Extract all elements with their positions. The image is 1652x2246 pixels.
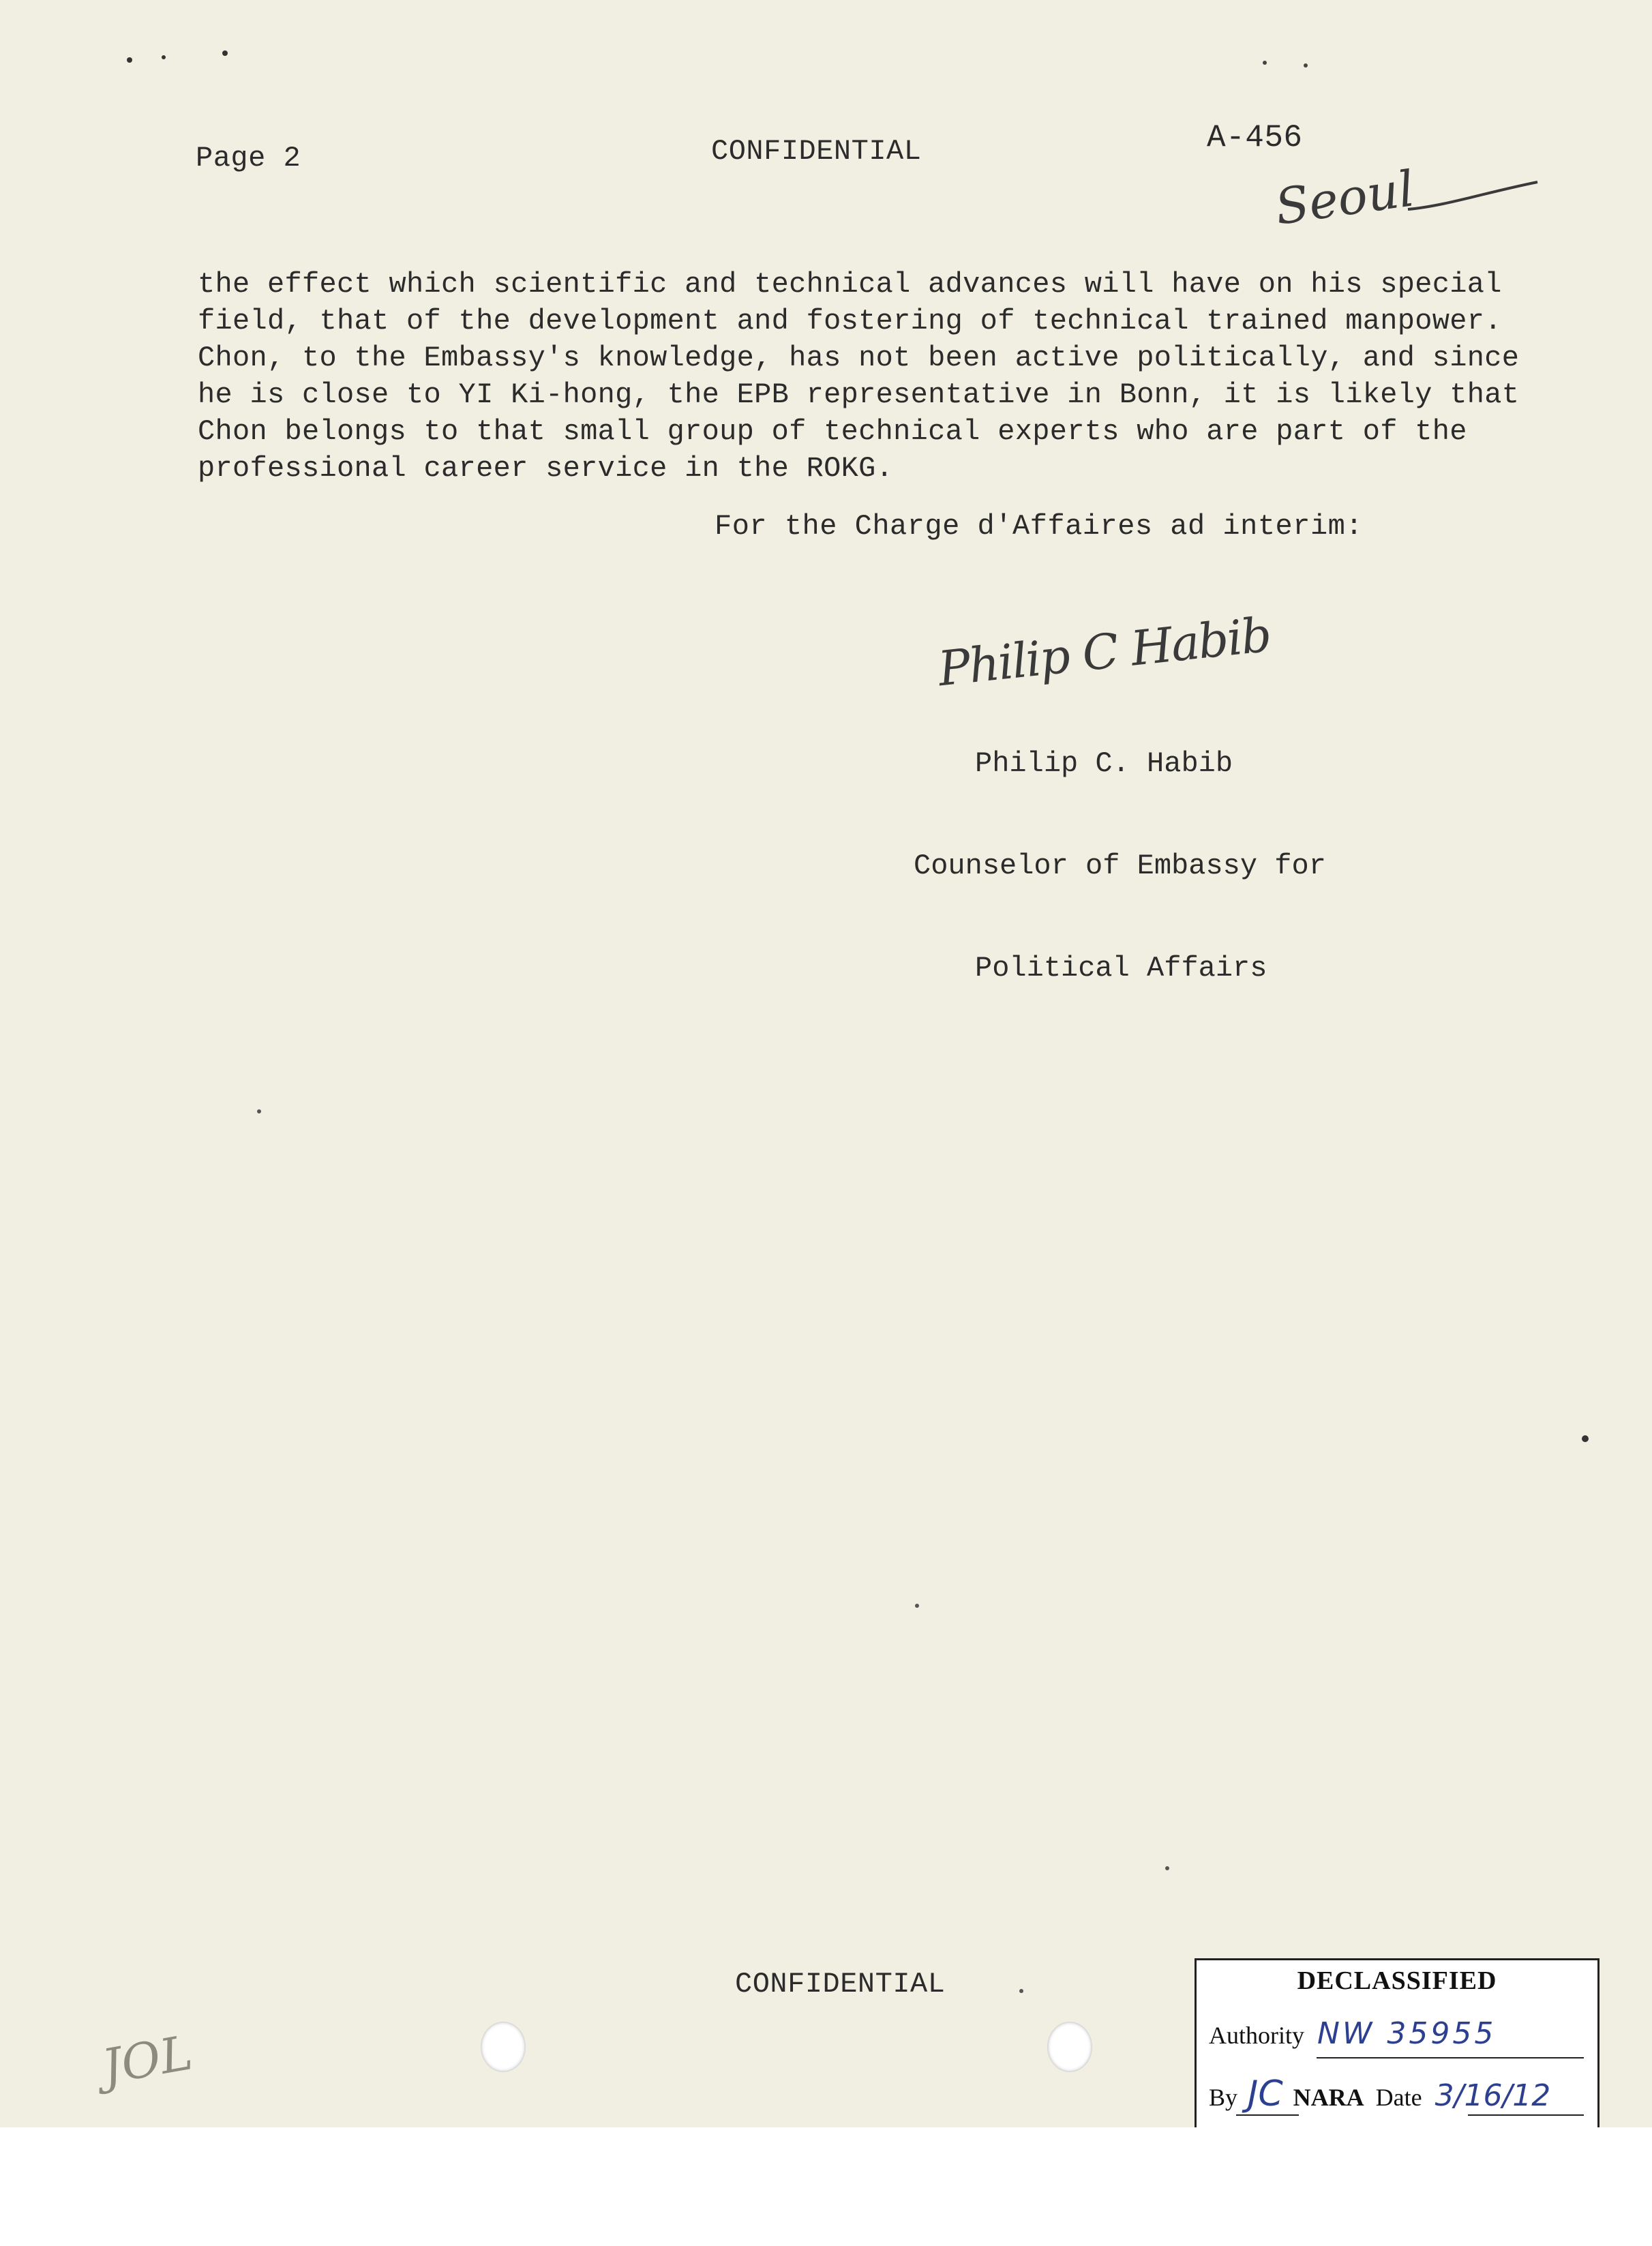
page-number: Page 2 [196,142,301,175]
stamp-authority-label: Authority [1209,2022,1304,2049]
stamp-authority-row [1209,2016,1496,2051]
stamp-date-label: Date [1375,2084,1422,2111]
signer-name: Philip C. Habib [975,747,1233,780]
body-paragraph: the effect which scientific and technical advances will have on his special field, that of the development and fostering of technical trained manpower. Chon, to the Embassy's knowledge, has not been active politically, and since he is close to YI Ki-hong, the EPB representative in Bonn, it is likely that Chon belongs to that small group of technical experts who are part of the professional career service in the ROKG. [198,268,1520,485]
handwritten-post-annotation: Seoul [1272,160,1418,236]
stamp-by-row [1209,2073,1550,2114]
stamp-date-rule [1468,2114,1584,2116]
header-classification: CONFIDENTIAL [711,135,922,168]
stamp-date-value: 3/16/12 [1435,2078,1551,2113]
for-charge-line: For the Charge d'Affaires ad interim: [715,510,1364,543]
signer-title-line2: Political Affairs [975,952,1267,985]
stamp-title: DECLASSIFIED [1297,1966,1497,1995]
footer-classification: CONFIDENTIAL [735,1968,946,2001]
stamp-by-label: By [1209,2084,1238,2111]
stamp-by-rule [1236,2114,1299,2116]
scan-margin [0,2127,1652,2246]
handwritten-initials: JOL [97,2024,197,2095]
handwritten-signature: Philip C Habib [935,606,1273,698]
stamp-authority-rule [1317,2057,1584,2058]
stamp-authority-value: NW 35955 [1317,2016,1497,2051]
airgram-number: A-456 [1207,120,1303,155]
stamp-by-initials: JC [1248,2073,1283,2114]
stamp-nara-label: NARA [1293,2084,1364,2111]
signer-title-line1: Counselor of Embassy for [914,850,1326,882]
declassified-stamp [1195,1958,1600,2127]
